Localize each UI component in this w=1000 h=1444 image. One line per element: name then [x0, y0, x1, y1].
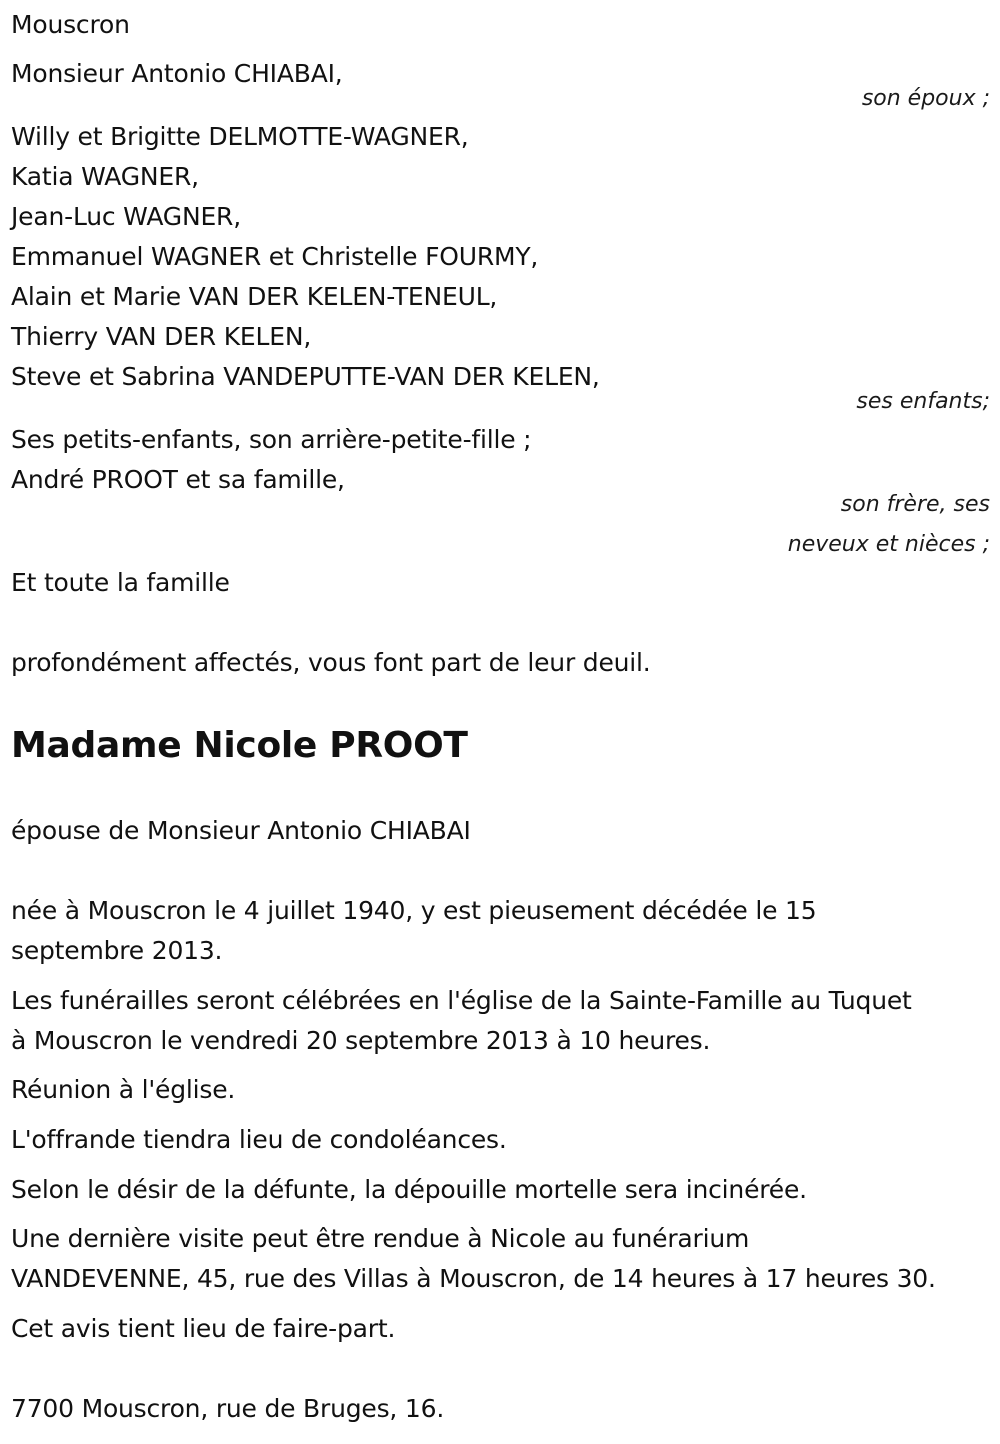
birth-death-line-1: née à Mouscron le 4 juillet 1940, y est pieusement décédée le 15 [11, 896, 817, 925]
spouse-name: Monsieur Antonio CHIABAI, [11, 59, 343, 88]
brother-role-1: son frère, ses [840, 492, 990, 517]
offering: L'offrande tiendra lieu de condoléances. [11, 1125, 507, 1154]
whole-family: Et toute la famille [11, 568, 230, 597]
grandchildren: Ses petits-enfants, son arrière-petite-fille ; [11, 425, 532, 454]
funeral-line-2: à Mouscron le vendredi 20 septembre 2013 à 10 heures. [11, 1026, 711, 1055]
brother-role-2: neveux et nièces ; [787, 532, 990, 557]
spouse-role: son époux ; [861, 86, 990, 111]
birth-death-line-2: septembre 2013. [11, 936, 223, 965]
cremation: Selon le désir de la défunte, la dépouille mortelle sera incinérée. [11, 1175, 807, 1204]
address: 7700 Mouscron, rue de Bruges, 16. [11, 1394, 445, 1423]
visit-line-1: Une dernière visite peut être rendue à Nicole au funérarium [11, 1224, 750, 1253]
children-role: ses enfants; [856, 389, 990, 414]
child-4: Emmanuel WAGNER et Christelle FOURMY, [11, 242, 539, 271]
spouse-of: épouse de Monsieur Antonio CHIABAI [11, 816, 471, 845]
child-3: Jean-Luc WAGNER, [11, 202, 241, 231]
deceased-name: Madame Nicole PROOT [11, 725, 468, 766]
child-7: Steve et Sabrina VANDEPUTTE-VAN DER KELEN, [11, 362, 600, 391]
child-6: Thierry VAN DER KELEN, [11, 322, 312, 351]
funeral-line-1: Les funérailles seront célébrées en l'église de la Sainte-Famille au Tuquet [11, 986, 912, 1015]
meeting: Réunion à l'église. [11, 1075, 236, 1104]
announcement: profondément affectés, vous font part de leur deuil. [11, 648, 651, 677]
brother-name: André PROOT et sa famille, [11, 465, 345, 494]
city-heading: Mouscron [11, 10, 130, 39]
notice: Cet avis tient lieu de faire-part. [11, 1314, 396, 1343]
child-5: Alain et Marie VAN DER KELEN-TENEUL, [11, 282, 498, 311]
child-1: Willy et Brigitte DELMOTTE-WAGNER, [11, 122, 469, 151]
visit-line-2: VANDEVENNE, 45, rue des Villas à Mouscron, de 14 heures à 17 heures 30. [11, 1264, 936, 1293]
child-2: Katia WAGNER, [11, 162, 199, 191]
